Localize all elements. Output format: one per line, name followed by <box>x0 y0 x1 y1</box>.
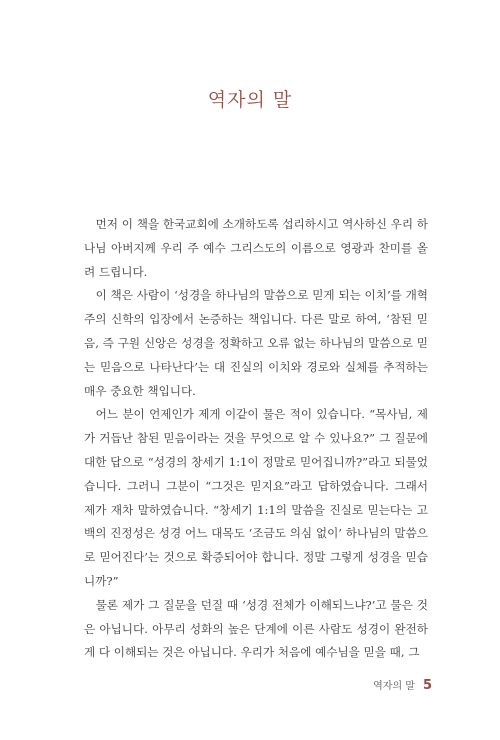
paragraph-2: 이 책은 사람이 ‘성경을 하나님의 말씀으로 믿게 되는 이치’를 개혁주의 신학의 입장에서 논증하는 책입니다. 다른 말로 하여, ‘참된 믿음, 즉 구원 신앙은 성경을 정확하고 오류 없는 하나님의 말씀으로 믿는 믿음으로 나타난다’는 대 진실의 이치와 경로와 실체를 추적하는 매우 중요한 책입니다. <box>84 288 428 398</box>
page-title: 역자의 말 <box>207 88 293 111</box>
paragraph-1: 먼저 이 책을 한국교회에 소개하도록 섭리하시고 역사하신 우리 하나님 아버지께 우리 주 예수 그리스도의 이름으로 영광과 찬미를 올려 드립니다. <box>84 217 428 279</box>
page-footer <box>373 677 432 693</box>
page-number: 5 <box>422 678 432 693</box>
paragraph-3: 어느 분이 언제인가 제게 이같이 물은 적이 있습니다. “목사님, 제가 거듭난 참된 믿음이라는 것을 무엇으로 알 수 있나요?” 그 질문에 대한 답으로 “성경의 창세기 1:1이 정말로 믿어집니까?”라고 되물었습니다. 그러니 그분이 “그것은 믿지요”라고 답하였습니다. 그래서 제가 재차 말하였습니다. “창세기 1:1의 말씀을 진실로 믿는다는 고백의 진정성은 성경 어느 대목도 ‘조금도 의심 없이’ 하나님의 말씀으로 믿어진다’는 것으로 확증되어야 합니다. 정말 그렇게 성경을 믿습니까?” <box>84 407 428 588</box>
paragraph-4: 물론 제가 그 질문을 던질 때 ‘성경 전체가 이해되느냐?’고 물은 것은 아닙니다. 아무리 성화의 높은 단계에 이른 사람도 성경이 완전하게 다 이해되는 것은 아닙니다. 우리가 처음에 예수님을 믿을 때, 그 <box>84 597 428 660</box>
body-text <box>84 213 428 665</box>
running-title: 역자의 말 <box>373 681 415 692</box>
